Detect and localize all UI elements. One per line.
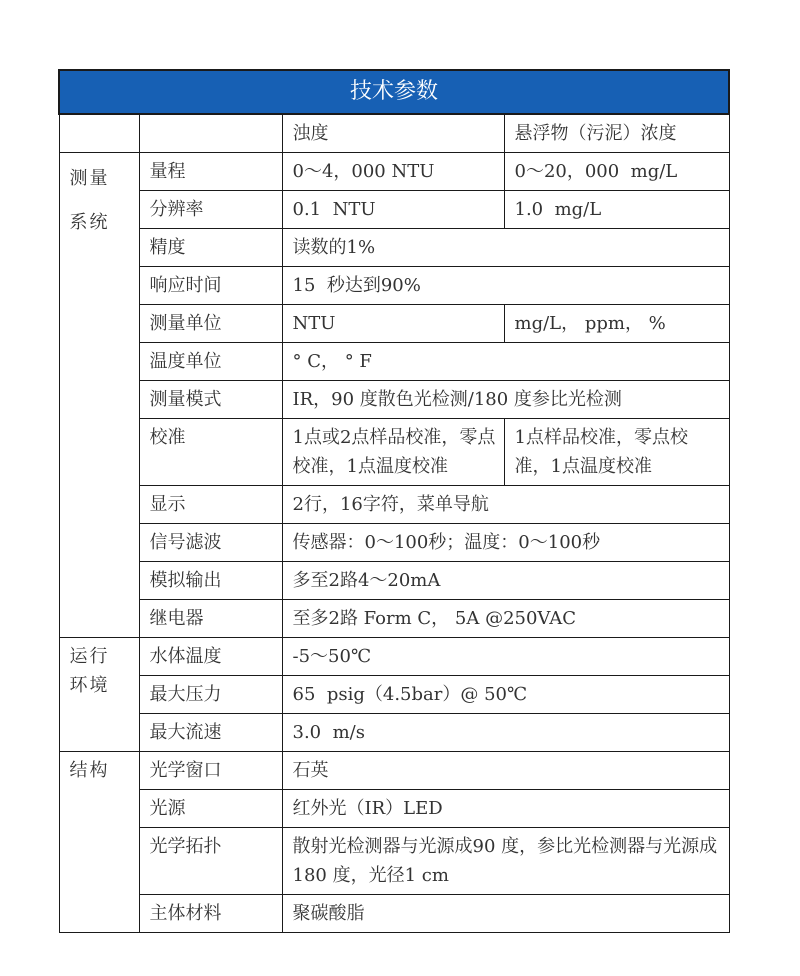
param-light-source: 光源 (139, 790, 282, 828)
group-label-line: 测量 (69, 168, 110, 189)
header-blank-group (59, 114, 139, 153)
param-optical-window: 光学窗口 (139, 752, 282, 790)
display-value: 2行，16字符，菜单导航 (282, 486, 729, 524)
body-material-value: 聚碳酸脂 (282, 895, 729, 933)
group-label-line: 环境 (69, 675, 110, 696)
unit-turbidity: NTU (282, 305, 504, 343)
param-max-pressure: 最大压力 (139, 676, 282, 714)
param-range: 量程 (139, 153, 282, 191)
header-turbidity: 浊度 (282, 114, 504, 153)
light-source-value: 红外光（IR）LED (282, 790, 729, 828)
signal-filter-value: 传感器：0～100秒；温度：0～100秒 (282, 524, 729, 562)
measurement-mode-value: IR，90 度散色光检测/180 度参比光检测 (282, 381, 729, 419)
resolution-sludge: 1.0 mg/L (504, 191, 729, 229)
group-operating-environment (59, 638, 139, 752)
param-optical-topology: 光学拓扑 (139, 828, 282, 895)
param-relay: 继电器 (139, 600, 282, 638)
calibration-turbidity: 1点或2点样品校准，零点校准，1点温度校准 (282, 419, 504, 486)
group-label-line: 系统 (69, 212, 110, 233)
range-sludge: 0～20，000 mg/L (504, 153, 729, 191)
max-flow-value: 3.0 m/s (282, 714, 729, 752)
param-response-time: 响应时间 (139, 267, 282, 305)
param-calibration: 校准 (139, 419, 282, 486)
range-turbidity: 0～4，000 NTU (282, 153, 504, 191)
resolution-turbidity: 0.1 NTU (282, 191, 504, 229)
temperature-unit-value: ° C， ° F (282, 343, 729, 381)
param-signal-filter: 信号滤波 (139, 524, 282, 562)
header-blank-param (139, 114, 282, 153)
param-measurement-unit: 测量单位 (139, 305, 282, 343)
table-title: 技术参数 (59, 70, 729, 114)
param-measurement-mode: 测量模式 (139, 381, 282, 419)
group-measurement-system (59, 153, 139, 638)
water-temperature-value: -5～50℃ (282, 638, 729, 676)
analog-output-value: 多至2路4～20mA (282, 562, 729, 600)
header-sludge: 悬浮物（污泥）浓度 (504, 114, 729, 153)
calibration-sludge: 1点样品校准，零点校准，1点温度校准 (504, 419, 729, 486)
param-resolution: 分辨率 (139, 191, 282, 229)
relay-value: 至多2路 Form C， 5A @250VAC (282, 600, 729, 638)
param-water-temperature: 水体温度 (139, 638, 282, 676)
response-time-value: 15 秒达到90% (282, 267, 729, 305)
spec-table (58, 69, 730, 933)
max-pressure-value: 65 psig（4.5bar）@ 50℃ (282, 676, 729, 714)
group-label-line: 结构 (69, 760, 110, 781)
param-display: 显示 (139, 486, 282, 524)
param-max-flow: 最大流速 (139, 714, 282, 752)
param-temperature-unit: 温度单位 (139, 343, 282, 381)
param-body-material: 主体材料 (139, 895, 282, 933)
group-label-line: 运行 (69, 646, 110, 667)
group-structure (59, 752, 139, 933)
param-analog-output: 模拟输出 (139, 562, 282, 600)
param-accuracy: 精度 (139, 229, 282, 267)
unit-sludge: mg/L， ppm， % (504, 305, 729, 343)
optical-window-value: 石英 (282, 752, 729, 790)
accuracy-value: 读数的1% (282, 229, 729, 267)
optical-topology-value: 散射光检测器与光源成90 度，参比光检测器与光源成180 度，光径1 cm (282, 828, 729, 895)
